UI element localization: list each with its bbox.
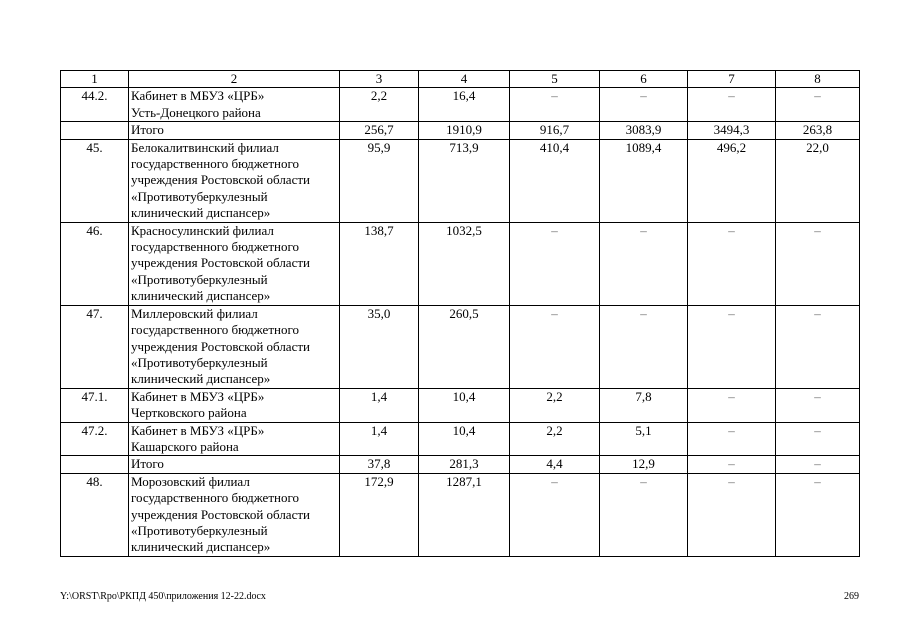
row-name-line: учреждения Ростовской области [131,506,310,522]
value-cell: 1910,9 [419,122,510,139]
row-name-line: учреждения Ростовской области [131,255,310,271]
table-row [61,305,860,388]
value-cell: 263,8 [776,122,860,139]
value-cell: – [688,473,776,556]
row-name-line: клинический диспансер» [131,288,271,304]
table-row [61,222,860,305]
row-number [61,122,129,139]
row-number: 44.2. [61,88,129,122]
value-cell: 916,7 [510,122,600,139]
value-cell: 5,1 [600,422,688,456]
value-cell: 138,7 [340,222,419,305]
table-row [61,422,860,456]
value-cell: – [776,388,860,422]
value-cell: 256,7 [340,122,419,139]
value-cell: – [776,88,860,122]
row-name-line: государственного бюджетного [131,156,299,172]
row-name-line: клинический диспансер» [131,205,271,221]
header-cell: 6 [600,71,688,88]
value-cell: – [600,305,688,388]
value-cell: 1,4 [340,422,419,456]
row-name-line: Кашарского района [131,438,239,454]
header-cell: 3 [340,71,419,88]
table-row [61,88,860,122]
value-cell: 2,2 [510,388,600,422]
value-cell: – [688,422,776,456]
value-cell: 2,2 [340,88,419,122]
table-row [61,473,860,556]
row-name-line: Итого [131,122,164,138]
table-row [61,139,860,222]
table-header-row [61,71,860,88]
value-cell: 496,2 [688,139,776,222]
value-cell: 3494,3 [688,122,776,139]
footer-page-number: 269 [844,591,859,602]
value-cell: 12,9 [600,456,688,473]
row-name-line: клинический диспансер» [131,539,271,555]
value-cell: – [776,456,860,473]
value-cell: 410,4 [510,139,600,222]
row-name-line: клинический диспансер» [131,371,271,387]
row-name-line: «Противотуберкулезный [131,522,268,538]
row-name [129,388,340,422]
value-cell: 95,9 [340,139,419,222]
value-cell: 37,8 [340,456,419,473]
row-number [61,456,129,473]
row-name-line: Кабинет в МБУЗ «ЦРБ» [131,388,265,404]
row-number: 48. [61,473,129,556]
value-cell: 1287,1 [419,473,510,556]
row-number: 47.1. [61,388,129,422]
value-cell: 16,4 [419,88,510,122]
row-name [129,422,340,456]
value-cell: 7,8 [600,388,688,422]
value-cell: – [688,456,776,473]
value-cell: – [688,388,776,422]
value-cell: 22,0 [776,139,860,222]
row-number: 45. [61,139,129,222]
value-cell: 1,4 [340,388,419,422]
value-cell: 260,5 [419,305,510,388]
row-name [129,473,340,556]
row-name-line: Миллеровский филиал [131,305,258,321]
table-row [61,456,860,473]
row-name-line: Чертковского района [131,405,247,421]
value-cell: 10,4 [419,422,510,456]
row-name-line: «Противотуберкулезный [131,188,268,204]
value-cell: – [688,305,776,388]
header-cell: 2 [129,71,340,88]
row-name-line: Кабинет в МБУЗ «ЦРБ» [131,422,265,438]
value-cell: – [600,473,688,556]
data-table [60,70,860,557]
row-name-line: учреждения Ростовской области [131,338,310,354]
value-cell: – [600,88,688,122]
row-name [129,456,340,473]
value-cell: 35,0 [340,305,419,388]
value-cell: 3083,9 [600,122,688,139]
header-cell: 5 [510,71,600,88]
header-cell: 8 [776,71,860,88]
value-cell: – [510,222,600,305]
value-cell: 172,9 [340,473,419,556]
value-cell: 4,4 [510,456,600,473]
row-number: 46. [61,222,129,305]
row-number: 47. [61,305,129,388]
value-cell: – [776,222,860,305]
row-name-line: Итого [131,456,164,472]
row-name [129,222,340,305]
footer-file-path: Y:\ORST\Rpo\РКПД 450\приложения 12-22.docx [60,591,266,602]
value-cell: – [776,473,860,556]
value-cell: – [776,305,860,388]
table-row [61,122,860,139]
row-name [129,88,340,122]
row-name-line: «Противотуберкулезный [131,354,268,370]
row-name-line: Белокалитвинский филиал [131,139,279,155]
value-cell: – [776,422,860,456]
value-cell: 1089,4 [600,139,688,222]
value-cell: – [510,305,600,388]
value-cell: – [600,222,688,305]
value-cell: 10,4 [419,388,510,422]
row-number: 47.2. [61,422,129,456]
row-name-line: государственного бюджетного [131,490,299,506]
value-cell: – [688,88,776,122]
value-cell: 281,3 [419,456,510,473]
value-cell: 2,2 [510,422,600,456]
value-cell: 713,9 [419,139,510,222]
value-cell: 1032,5 [419,222,510,305]
row-name-line: Красносулинский филиал [131,222,274,238]
value-cell: – [688,222,776,305]
row-name-line: Морозовский филиал [131,473,250,489]
row-name-line: Кабинет в МБУЗ «ЦРБ» [131,88,265,104]
header-cell: 7 [688,71,776,88]
table-row [61,388,860,422]
value-cell: – [510,473,600,556]
header-cell: 1 [61,71,129,88]
row-name-line: государственного бюджетного [131,239,299,255]
row-name [129,139,340,222]
table-body [61,88,860,556]
row-name-line: учреждения Ростовской области [131,172,310,188]
row-name [129,305,340,388]
row-name [129,122,340,139]
header-cell: 4 [419,71,510,88]
value-cell: – [510,88,600,122]
row-name-line: «Противотуберкулезный [131,271,268,287]
row-name-line: Усть-Донецкого района [131,104,261,120]
row-name-line: государственного бюджетного [131,322,299,338]
